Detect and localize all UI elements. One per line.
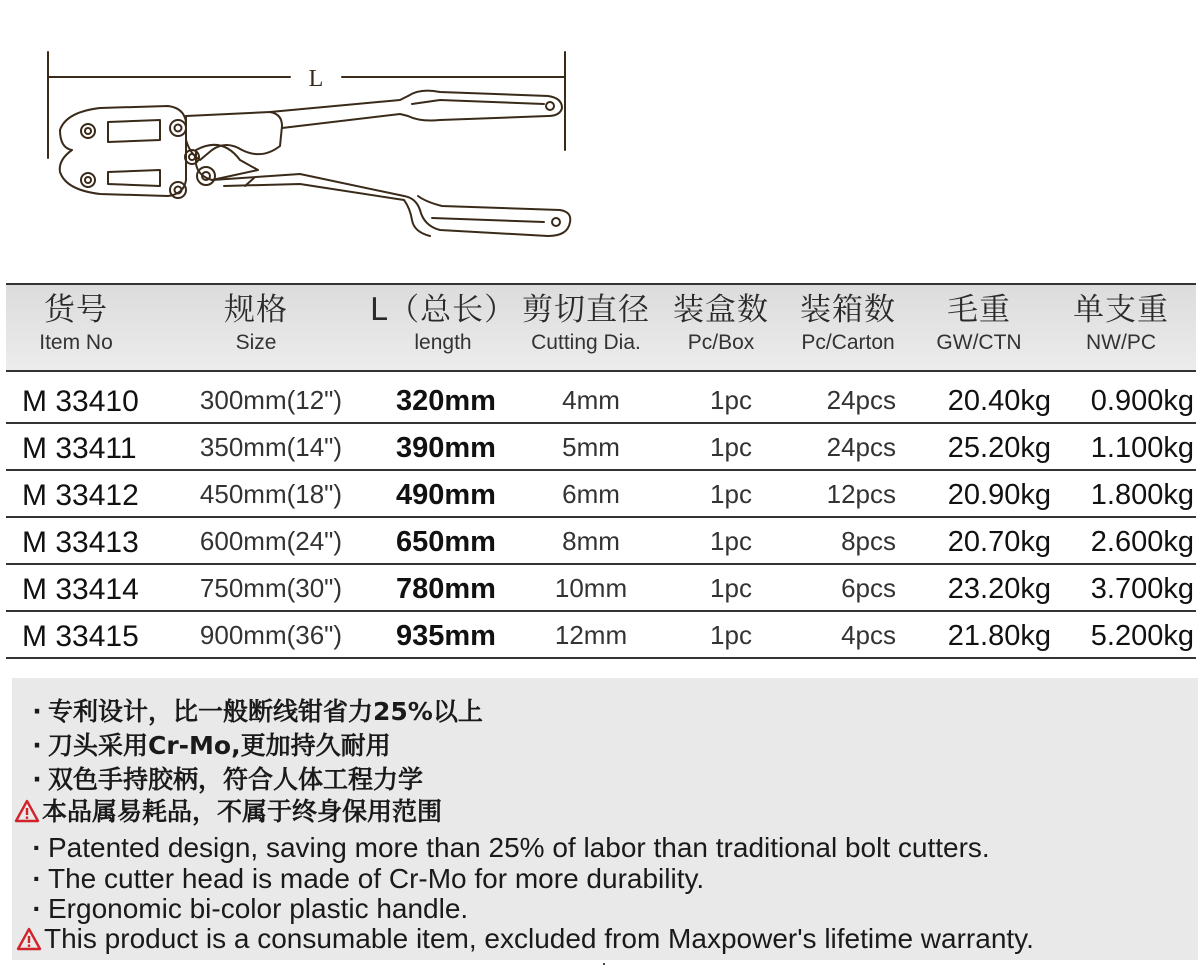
cell-cutting-dia: 8mm: [562, 526, 620, 556]
header-length: [368, 292, 518, 354]
cell-nw: 3.700kg: [1090, 573, 1194, 605]
cell-nw: 5.200kg: [1090, 620, 1194, 652]
cell-pc-box: 1pc: [710, 479, 752, 509]
note-en: [26, 893, 468, 925]
cell-size: 300mm(12"): [199, 385, 343, 415]
header-zh: 装箱数: [800, 292, 896, 328]
cell-size: 600mm(24"): [199, 526, 343, 556]
cell-pc-carton: 6pcs: [841, 573, 896, 603]
cell-cutting-dia: 6mm: [562, 479, 620, 509]
cell-cutting-dia: 12mm: [554, 620, 628, 650]
table-row: [6, 518, 1196, 565]
cell-item-no: M 33414: [22, 573, 139, 606]
cell-size: 900mm(36"): [199, 620, 343, 650]
bolt-cutter-drawing: [0, 0, 620, 270]
table-row: [6, 424, 1196, 471]
cell-gw: 25.20kg: [947, 432, 1051, 464]
note-en-warning: [16, 923, 1034, 955]
note-text: The cutter head is made of Cr-Mo for more durability.: [48, 863, 705, 894]
bullet-icon: ·: [32, 832, 42, 863]
cell-pc-carton: 12pcs: [826, 479, 896, 509]
cell-item-no: M 33415: [22, 620, 139, 653]
header-zh: 货号: [44, 292, 108, 328]
header-zh: 毛重: [947, 292, 1011, 328]
cell-length: 320mm: [396, 385, 496, 417]
note-text: 刀头采用Cr-Mo,更加持久耐用: [48, 731, 391, 760]
cell-size: 450mm(18"): [199, 479, 343, 509]
note-text: Patented design, saving more than 25% of labor than traditional bolt cutters.: [48, 832, 990, 863]
bullet-icon: ·: [32, 893, 42, 924]
warning-icon: [16, 927, 42, 951]
cell-pc-box: 1pc: [710, 526, 752, 556]
cell-length: 650mm: [396, 526, 496, 558]
cell-cutting-dia: 10mm: [554, 573, 628, 603]
header-en: length: [414, 331, 472, 354]
header-en: GW/CTN: [936, 331, 1022, 354]
header-zh: 剪切直径: [522, 292, 650, 328]
cell-size: 350mm(14"): [199, 432, 343, 462]
note-text: 专利设计，比一般断线钳省力25%以上: [48, 697, 483, 726]
cell-pc-box: 1pc: [710, 573, 752, 603]
header-pc-carton: [788, 292, 908, 354]
table-row: [6, 612, 1196, 659]
cell-gw: 21.80kg: [947, 620, 1051, 652]
header-en: Pc/Carton: [801, 331, 895, 354]
note-text: 双色手持胶柄，符合人体工程力学: [48, 765, 424, 794]
header-en: NW/PC: [1086, 331, 1156, 354]
cell-pc-carton: 24pcs: [826, 385, 896, 415]
note-text: This product is a consumable item, excluded from Maxpower's lifetime warranty.: [44, 923, 1034, 954]
cell-gw: 20.70kg: [947, 526, 1051, 558]
cell-size: 750mm(30"): [199, 573, 343, 603]
bullet-icon: ·: [32, 863, 42, 894]
cell-nw: 1.800kg: [1090, 479, 1194, 511]
header-nw-pc: [1066, 292, 1176, 354]
cell-item-no: M 33412: [22, 479, 139, 512]
table-row: [6, 565, 1196, 612]
header-zh: L（总长）: [369, 292, 517, 328]
dimension-label: L: [308, 66, 324, 92]
table-row: [6, 471, 1196, 518]
cell-gw: 20.90kg: [947, 479, 1051, 511]
note-en: [26, 832, 990, 864]
stray-dot: [603, 963, 605, 965]
cell-pc-box: 1pc: [710, 620, 752, 650]
bullet-icon: ·: [32, 731, 42, 760]
header-en: Pc/Box: [687, 331, 755, 354]
cell-nw: 0.900kg: [1090, 385, 1194, 417]
table-header: [6, 283, 1196, 372]
header-zh: 装盒数: [673, 292, 769, 328]
header-item-no: [16, 292, 136, 354]
note-zh: [26, 760, 423, 796]
cell-cutting-dia: 4mm: [562, 385, 620, 415]
bullet-icon: ·: [32, 697, 42, 726]
note-en: [26, 863, 704, 895]
spec-table: [6, 283, 1196, 663]
note-zh: [26, 692, 483, 728]
header-en: Item No: [39, 331, 113, 354]
cell-pc-box: 1pc: [710, 385, 752, 415]
cell-pc-carton: 8pcs: [841, 526, 896, 556]
cell-nw: 1.100kg: [1090, 432, 1194, 464]
header-en: Size: [235, 331, 277, 354]
header-zh: 单支重: [1073, 292, 1169, 328]
cell-length: 935mm: [396, 620, 496, 652]
note-zh: [26, 726, 391, 762]
cell-nw: 2.600kg: [1090, 526, 1194, 558]
warning-icon: [14, 799, 40, 823]
cell-length: 490mm: [396, 479, 496, 511]
table-row: [6, 377, 1196, 424]
header-size: [196, 292, 316, 354]
cell-gw: 23.20kg: [947, 573, 1051, 605]
cell-item-no: M 33411: [22, 432, 137, 465]
cell-pc-carton: 4pcs: [841, 620, 896, 650]
cell-length: 780mm: [396, 573, 496, 605]
cell-pc-box: 1pc: [710, 432, 752, 462]
cell-item-no: M 33413: [22, 526, 139, 559]
header-zh: 规格: [224, 292, 288, 328]
note-text: Ergonomic bi-color plastic handle.: [48, 893, 469, 924]
cell-gw: 20.40kg: [947, 385, 1051, 417]
bullet-icon: ·: [32, 765, 42, 794]
cell-cutting-dia: 5mm: [562, 432, 620, 462]
header-gw-ctn: [924, 292, 1034, 354]
note-text: 本品属易耗品，不属于终身保用范围: [42, 797, 443, 826]
header-cutting-dia: [521, 292, 651, 354]
header-pc-box: [666, 292, 776, 354]
cell-pc-carton: 24pcs: [826, 432, 896, 462]
cell-item-no: M 33410: [22, 385, 139, 418]
header-en: Cutting Dia.: [531, 331, 641, 354]
note-zh-warning: [14, 792, 442, 828]
cell-length: 390mm: [396, 432, 496, 464]
feature-notes: [12, 678, 1198, 960]
